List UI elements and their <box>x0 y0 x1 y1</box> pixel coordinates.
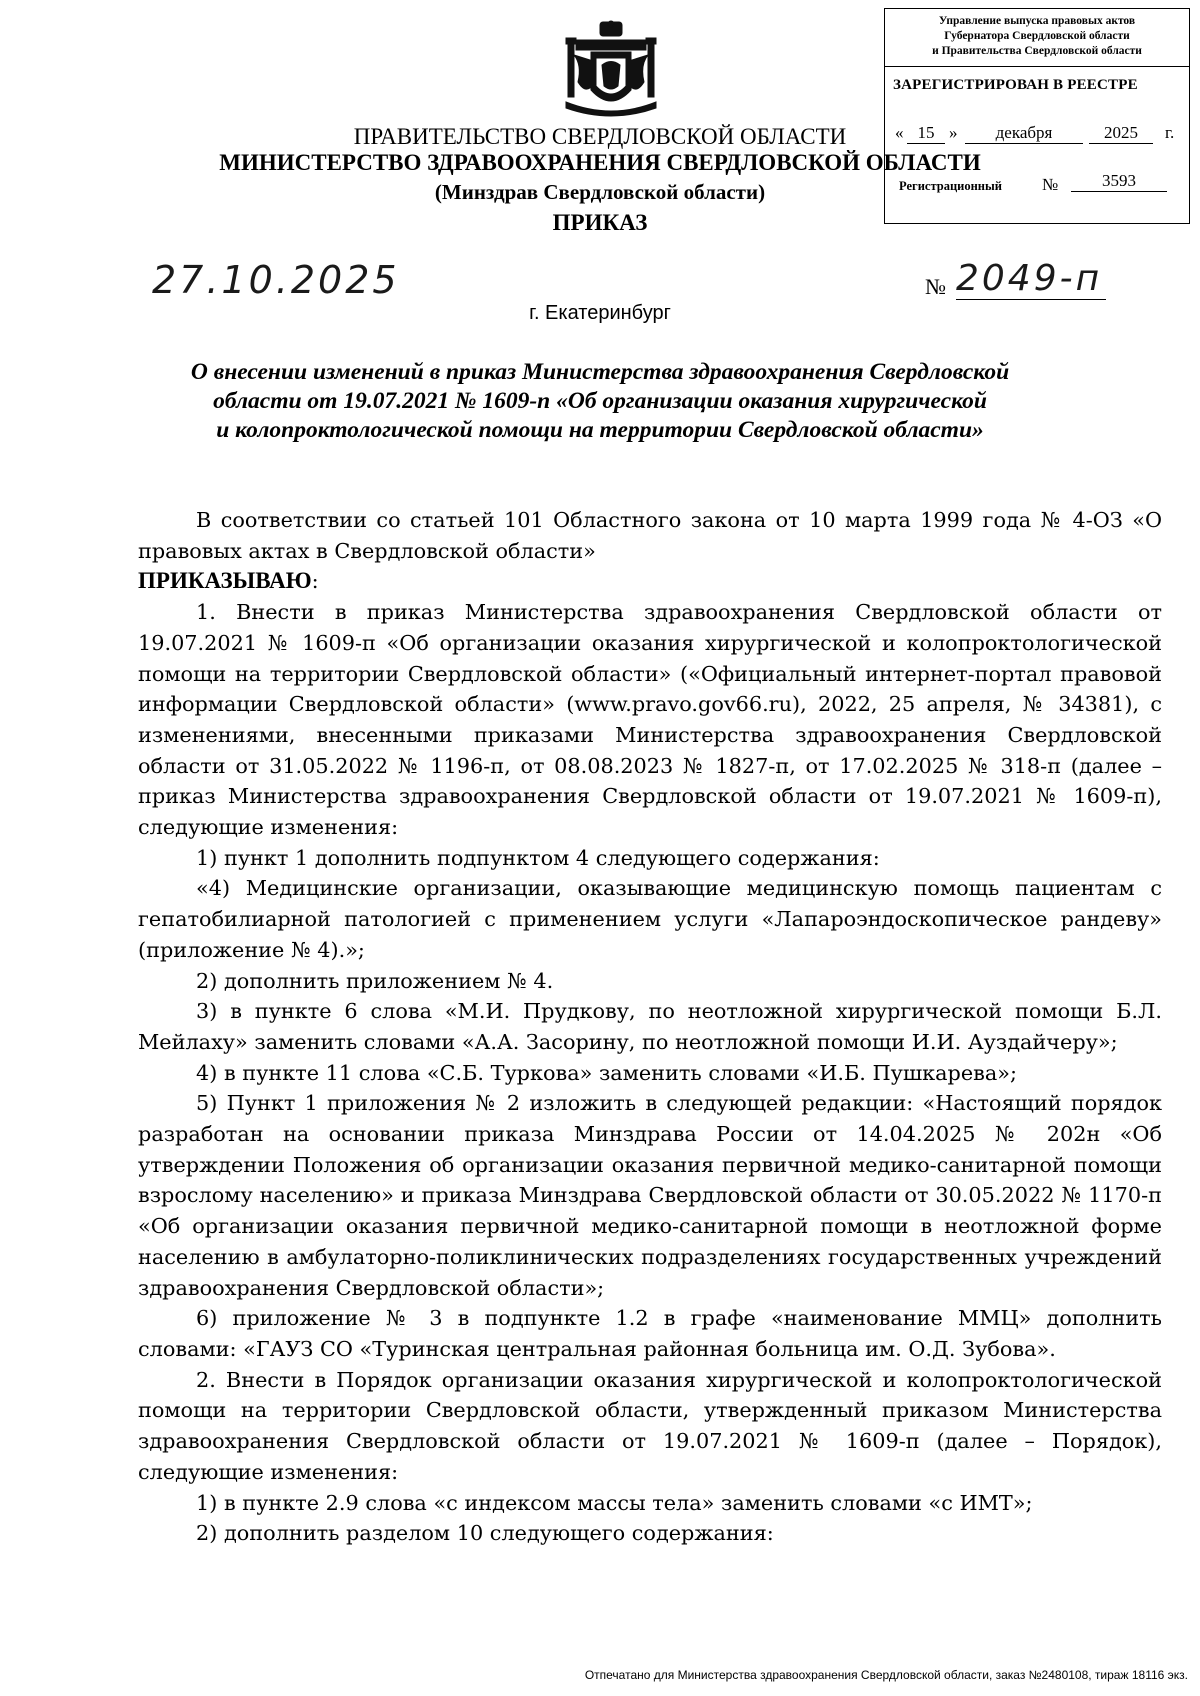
paragraph-item-1: 1. Внести в приказ Министерства здравоохранения Свердловской области от 19.07.2021 № 1609-п «Об организации оказания хирургической и колопроктологической помощи на территории Свердловской области» («Официальный интернет-портал правовой информации Свердловской области» (www.pravo.gov66.ru), 2022, 25 апреля, № 34381), с изменениями, внесенными приказами Министерства здравоохранения Свердловской области от 31.05.2022 № 1196-п, от 08.08.2023 № 1827-п, от 17.02.2025 № 318-п (далее – приказ Министерства здравоохранения Свердловской области от 19.07.2021 № 1609-п), следующие изменения: <box>138 600 1162 840</box>
orders-word: ПРИКАЗЫВАЮ <box>138 568 312 594</box>
order-number-handwritten: 2049-п <box>956 258 1106 300</box>
paragraph-item-2: 2. Внести в Порядок организации оказания хирургической и колопроктологической помощи на территории Свердловской области, утвержденный приказом Министерства здравоохранения Свердловской области от 19.07.2021 № 1609-п (далее – Порядок), следующие изменения: <box>138 1367 1162 1484</box>
coat-of-arms-emblem <box>556 20 666 120</box>
stamp-no-sign: № <box>1042 175 1059 194</box>
title-line2: области от 19.07.2021 № 1609-п «Об организации оказания хирургической <box>213 388 987 414</box>
stamp-registered-label: ЗАРЕГИСТРИРОВАН В РЕЕСТРЕ <box>893 77 1138 93</box>
paragraph-orders <box>138 566 1162 597</box>
title-line3: и колопроктологической помощи на территории Свердловской области» <box>216 417 984 443</box>
order-date-handwritten: 27.10.2025 <box>152 258 400 302</box>
order-body <box>138 505 1162 1549</box>
paragraph-basis: В соответствии со статьей 101 Областного закона от 10 марта 1999 года № 4-ОЗ «О правовых актах в Свердловской области» <box>138 508 1162 563</box>
paragraph-subitem-6: 6) приложение № 3 в подпункте 1.2 в графе «наименование ММЦ» дополнить словами: «ГАУЗ СО «Туринская центральная районная больница им. О.Д. Зубова». <box>138 1306 1162 1361</box>
header-ministry-short: (Минздрав Свердловской области) <box>434 180 766 204</box>
order-city: г. Екатеринбург <box>529 302 671 324</box>
paragraph-subitem-4: 4) в пункте 11 слова «С.Б. Туркова» заменить словами «И.Б. Пушкарева»; <box>196 1060 1018 1085</box>
stamp-quote-open: « <box>895 123 904 142</box>
paragraph-subitem-1-text: «4) Медицинские организации, оказывающие медицинскую помощь пациентам с гепатобилиарной патологией с применением услуги «Лапароэндоскопическое рандеву» (приложение № 4).»; <box>138 876 1162 962</box>
orders-colon: : <box>311 569 319 594</box>
paragraph-item-2-sub-1: 1) в пункте 2.9 слова «с индексом массы тела» заменить словами «с ИМТ»; <box>196 1490 1033 1515</box>
title-line1: О внесении изменений в приказ Министерства здравоохранения Свердловской <box>190 359 1010 385</box>
stamp-day: 15 <box>907 123 945 144</box>
paragraph-subitem-1: 1) пункт 1 дополнить подпунктом 4 следующего содержания: <box>196 845 880 870</box>
paragraph-subitem-5: 5) Пункт 1 приложения № 2 изложить в следующей редакции: «Настоящий порядок разработан на основании приказа Минздрава России от 14.04.2025 № 202н «Об утверждении Положения об организации оказания первичной медико-санитарной помощи взрослому населению» и приказа Минздрава Свердловской области от 30.05.2022 № 1170-п «Об организации оказания первичной медико-санитарной помощи в неотложной форме населению в амбулаторно-поликлинических подразделениях государственных учреждений здравоохранения Свердловской области»; <box>138 1091 1162 1300</box>
stamp-office-line1: Управление выпуска правовых актов <box>938 15 1136 27</box>
order-title <box>150 358 1050 445</box>
stamp-office <box>885 9 1189 67</box>
stamp-quote-close: » <box>949 123 958 142</box>
print-footer: Отпечатано для Министерства здравоохранения Свердловской области, заказ №2480108, тираж 18116 экз. <box>584 1668 1188 1682</box>
header-ministry-clip <box>0 150 981 180</box>
stamp-year: 2025 <box>1089 123 1153 144</box>
stamp-office-line3: и Правительства Свердловской области <box>932 45 1142 57</box>
stamp-office-line2: Губернатора Свердловской области <box>944 30 1130 42</box>
header-government: ПРАВИТЕЛЬСТВО СВЕРДЛОВСКОЙ ОБЛАСТИ <box>353 124 847 149</box>
order-no-label: № <box>925 274 946 299</box>
paragraph-subitem-2: 2) дополнить приложением № 4. <box>196 968 554 993</box>
paragraph-item-2-sub-2: 2) дополнить разделом 10 следующего содержания: <box>196 1521 774 1546</box>
header-ministry: МИНИСТЕРСТВО ЗДРАВООХРАНЕНИЯ СВЕРДЛОВСКОЙ ОБЛАСТИ <box>219 150 981 175</box>
stamp-reg-number-label: Регистрационный <box>899 179 1002 193</box>
header-doc-type: ПРИКАЗ <box>552 210 648 235</box>
stamp-month: декабря <box>965 123 1083 144</box>
stamp-year-suffix: г. <box>1165 123 1175 142</box>
paragraph-subitem-3: 3) в пункте 6 слова «М.И. Прудкову, по неотложной хирургической помощи Б.Л. Мейлаху» заменить словами «А.А. Засорину, по неотложной помощи И.И. Ауздайчеру»; <box>138 999 1162 1054</box>
stamp-reg-number: 3593 <box>1071 171 1167 192</box>
